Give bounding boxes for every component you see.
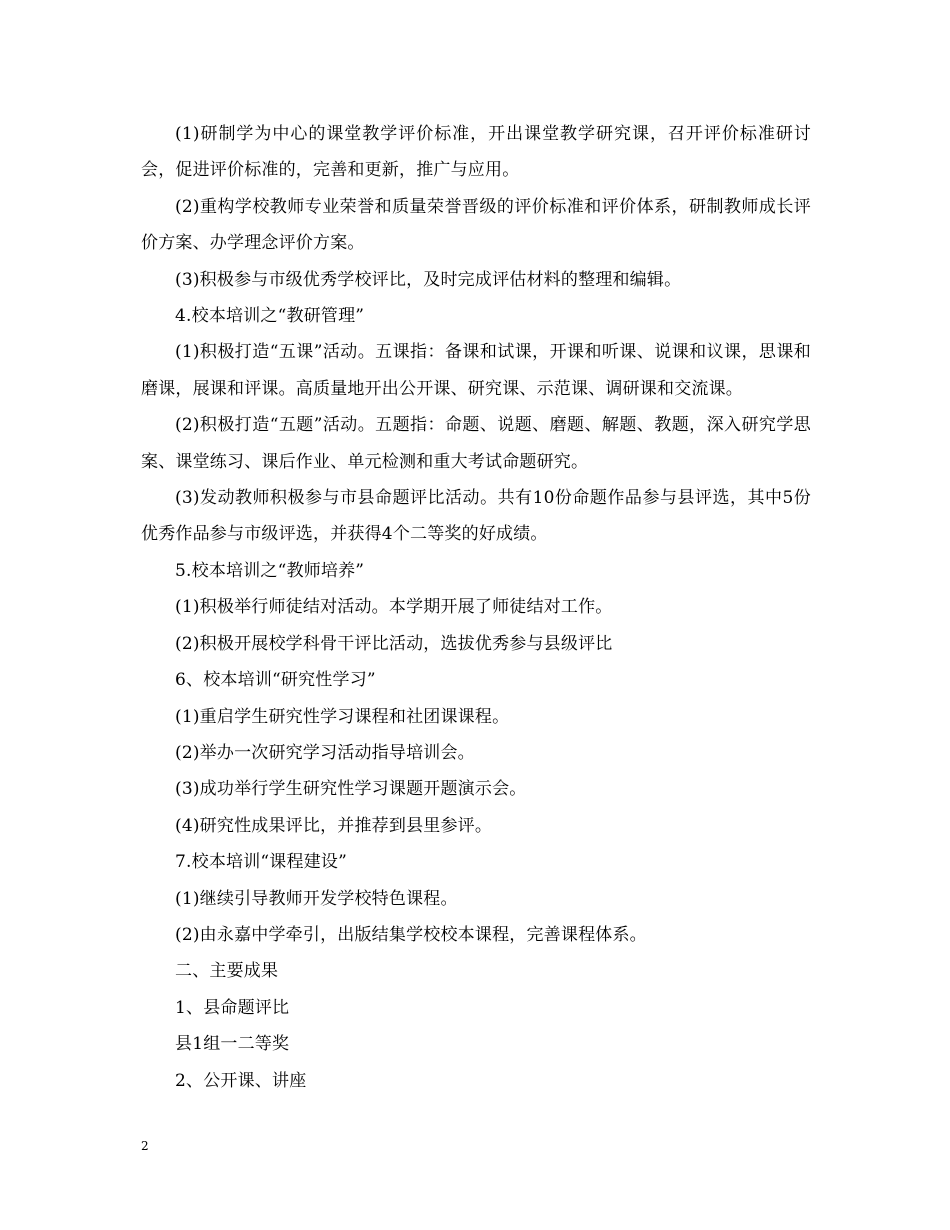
section-heading: 2、公开课、讲座	[175, 1070, 307, 1091]
section-heading: 二、主要成果	[175, 961, 279, 982]
section-heading: 1、县命题评比	[175, 997, 290, 1018]
section-heading: 7.校本培训“课程建设”	[175, 852, 348, 873]
paragraph: (1)继续引导教师开发学校特色课程。	[175, 888, 458, 909]
paragraph: (1)积极举行师徒结对活动。本学期开展了师徒结对工作。	[175, 597, 613, 618]
document-body	[141, 116, 811, 1099]
paragraph: (2)重构学校教师专业荣誉和质量荣誉晋级的评价标准和评价体系，研制教师成长评价方案、办学理念评价方案。	[141, 196, 811, 254]
paragraph: (2)积极开展校学科骨干评比活动，选拔优秀参与县级评比	[175, 633, 613, 654]
paragraph: (2)积极打造“五题”活动。五题指：命题、说题、磨题、解题、教题，深入研究学思案、课堂练习、课后作业、单元检测和重大考试命题研究。	[141, 415, 811, 472]
paragraph: 县1组一二等奖	[175, 1034, 290, 1055]
paragraph: (4)研究性成果评比，并推荐到县里参评。	[175, 815, 493, 836]
section-heading: 5.校本培训之“教师培养”	[175, 560, 365, 581]
paragraph: (1)重启学生研究性学习课程和社团课课程。	[175, 706, 510, 727]
paragraph: (3)积极参与市级优秀学校评比，及时完成评估材料的整理和编辑。	[175, 269, 682, 290]
paragraph: (2)举办一次研究学习活动指导培训会。	[175, 742, 475, 763]
section-heading: 4.校本培训之“教研管理”	[175, 306, 365, 327]
paragraph: (3)发动教师积极参与市县命题评比活动。共有10份命题作品参与县评选，其中5份优秀作品参与市级评选，并获得4个二等奖的好成绩。	[141, 488, 811, 545]
section-heading: 6、校本培训“研究性学习”	[175, 670, 376, 691]
page-number: 2	[141, 1139, 149, 1153]
paragraph: (1)研制学为中心的课堂教学评价标准，开出课堂教学研究课，召开评价标准研讨会，促进评价标准的，完善和更新，推广与应用。	[141, 124, 811, 181]
paragraph: (1)积极打造“五课”活动。五课指：备课和试课，开课和听课、说课和议课，思课和磨课，展课和评课。高质量地开出公开课、研究课、示范课、调研课和交流课。	[141, 342, 811, 399]
paragraph: (2)由永嘉中学牵引，出版结集学校校本课程，完善课程体系。	[175, 924, 647, 945]
paragraph: (3)成功举行学生研究性学习课题开题演示会。	[175, 779, 527, 800]
